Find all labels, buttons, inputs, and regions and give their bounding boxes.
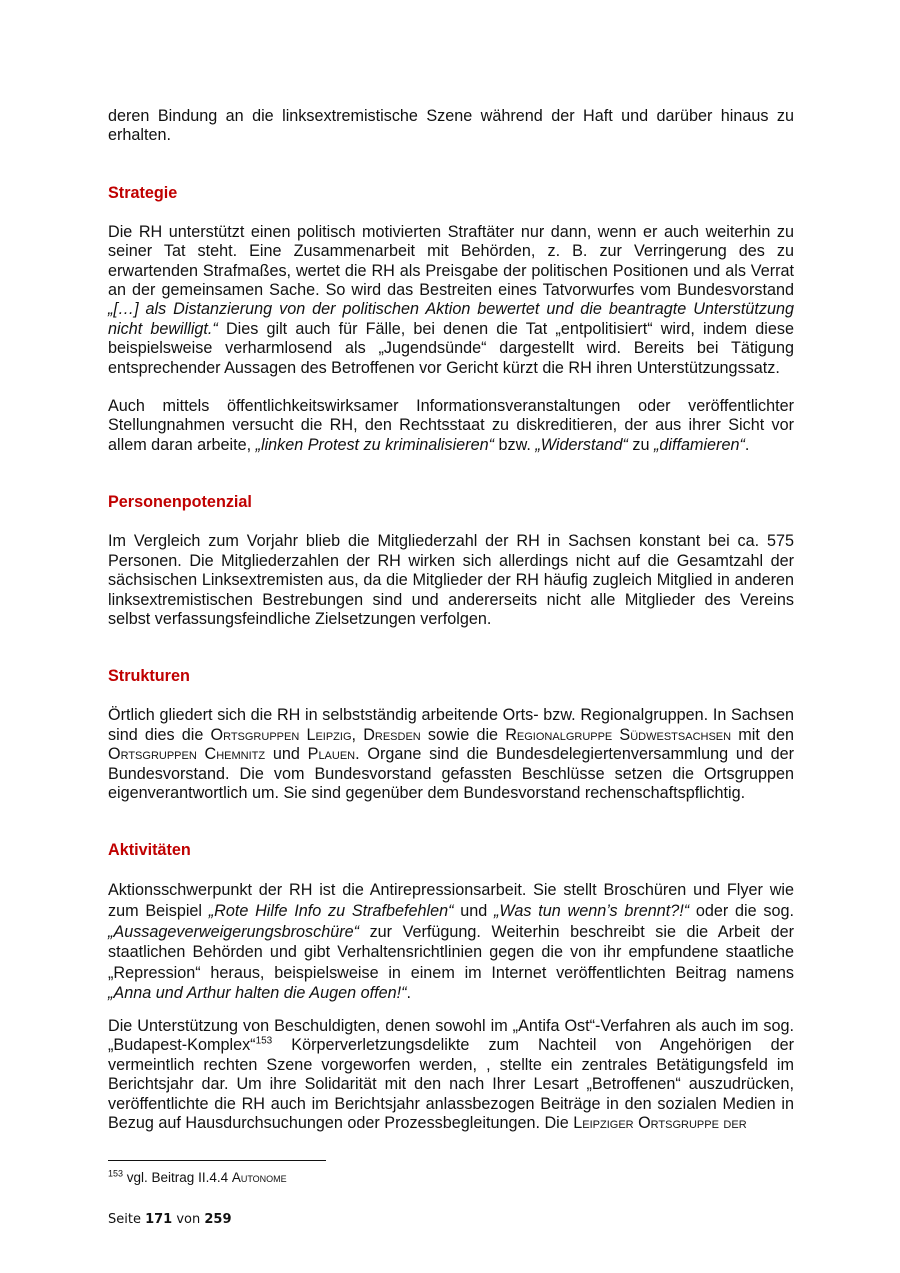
footnote-ref-153[interactable]: 153: [255, 1035, 273, 1047]
document-body: [108, 107, 794, 1133]
strategie-paragraph-1: Die RH unterstützt einen politisch motivierten Straftäter nur dann, wenn er auch weiterhin zu seiner Tat steht. Eine Zusammenarbeit mit Behörden, z. B. zur Verringerung des zu erwartenden Strafmaßes, wertet die RH als Preisgabe der politischen Positionen und als Verrat an der gemeinsamen Sache. So wird das Bestreiten eines Tatvorwurfes vom Bundesvorstand „[…] als Distanzierung von der politischen Aktion bewertet und die beantragte Unterstützung nicht bewilligt.“ Dies gilt auch für Fälle, bei denen die Tat „entpolitisiert“ wird, indem diese beispielsweise verharmlosend als „Jugendsünde“ dargestellt wird. Bereits bei Tätigung entsprechender Aussagen des Betroffenen vor Gericht kürzt die RH ihren Unterstützungssatz.: [108, 222, 794, 377]
strategie-paragraph-2: Auch mittels öffentlichkeitswirksamer Informationsveranstaltungen oder veröffentlichter Stellungnahmen versucht die RH, den Rechtsstaat zu diskreditieren, der aus ihrer Sicht vor allem daran arbeite, „linken Protest zu kriminalisieren“ bzw. „Widerstand“ zu „diffamieren“.: [108, 397, 794, 454]
page-number: Seite 171 von 259: [108, 1212, 232, 1227]
strukturen-paragraph-1: Örtlich gliedert sich die RH in selbstständig arbeitende Orts- bzw. Regionalgruppen. In Sachsen sind dies die Ortsgruppen Leipzig, Dresden sowie die Regionalgruppe Südwestsachsen mit den Ortsgruppen Chemnitz und Plauen. Organe sind die Bundesdelegiertenversammlung und der Bundesvorstand. Die vom Bundesvorstand gefassten Beschlüsse setzen die Ortsgruppen eigenverantwortlich um. Sie sind gegenüber dem Bundesvorstand rechenschaftspflichtig.: [108, 706, 794, 802]
footnote-divider: [108, 1160, 326, 1161]
heading-personenpotenzial: Personenpotenzial: [108, 493, 252, 512]
aktivitaeten-paragraph-1: Aktionsschwerpunkt der RH ist die Antirepressionsarbeit. Sie stellt Broschüren und Flyer wie zum Beispiel „Rote Hilfe Info zu Strafbefehlen“ und „Was tun wenn’s brennt?!“ oder die sog. „Aussageverweigerungsbroschüre“ zur Verfügung. Weiterhin beschreibt sie die Arbeit der staatlichen Behörden und gibt Verhaltensrichtlinien gegen die von ihr empfundene staatliche „Repression“ heraus, beispielsweise in einem im Internet veröffentlichten Beitrag namens „Anna und Arthur halten die Augen offen!“.: [108, 881, 794, 1003]
heading-aktivitaeten: Aktivitäten: [108, 841, 191, 860]
heading-strategie: Strategie: [108, 183, 178, 202]
personen-paragraph-1: Im Vergleich zum Vorjahr blieb die Mitgliederzahl der RH in Sachsen konstant bei ca. 575 Personen. Die Mitgliederzahlen der RH wirken sich allerdings nicht auf die Gesamtzahl der sächsischen Linksextremisten aus, da die Mitglieder der RH häufig zugleich Mitglied in anderen linksextremistischen Bestrebungen sind und andererseits nicht alle Mitglieder des Vereins selbst verfassungsfeindliche Zielsetzungen verfolgen.: [108, 532, 794, 628]
footnote-153: $^{153}$ vgl. Beitrag II.4.4 Autonome: [108, 1168, 287, 1185]
intro-paragraph: deren Bindung an die linksextremistische Szene während der Haft und darüber hinaus zu erhalten.: [108, 107, 794, 145]
aktivitaeten-paragraph-2: Die Unterstützung von Beschuldigten, denen sowohl im „Antifa Ost“-Verfahren als auch im sog. „Budapest-Komplex“$^{153}$ Körperverletzungsdelikte zum Nachteil von Angehörigen der vermeintlich rechten Szene vorgeworfen werden, , stellte ein zentrales Betätigungsfeld im Berichtsjahr dar. Um ihre Solidarität mit den nach Ihrer Lesart „Betroffenen“ auszudrücken, veröffentlichte die RH auch im Berichtsjahr anlassbezogen Beiträge in den sozialen Medien in Bezug auf Hausdurchsuchungen oder Prozessbegleitungen. Die Leipziger Ortsgruppe der: [108, 1016, 794, 1132]
heading-strukturen: Strukturen: [108, 667, 190, 686]
